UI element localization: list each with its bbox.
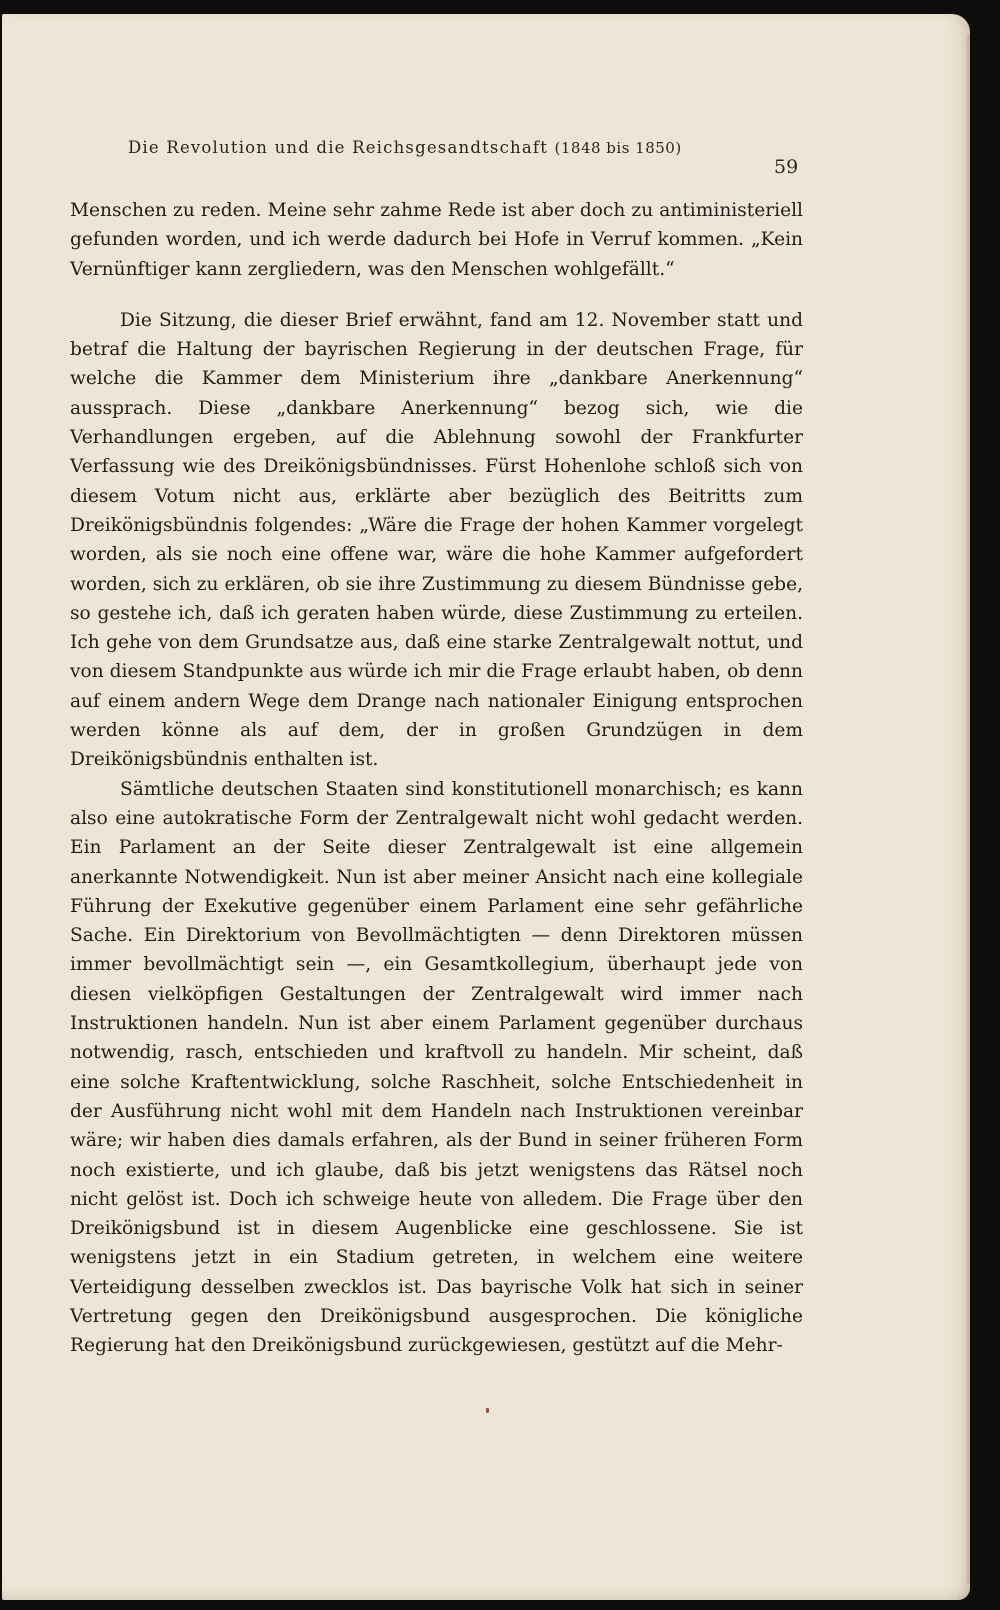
paragraph-3: Sämtliche deutschen Staaten sind konstitutionell monarchisch; es kann also eine autokratische Form der Zentralgewalt nicht wohl gedacht werden. Ein Parlament an der Seite dieser Zentralgewalt ist eine allgemein anerkannte Notwendigkeit. Nun ist aber meiner Ansicht nach eine kollegiale Führung der Exekutive gegenüber einem Parlament eine sehr gefährliche Sache. Ein Direktorium von Bevollmächtigten — denn Direktoren müssen immer bevollmächtigt sein —, ein Gesamtkollegium, überhaupt jede von diesen vielköpfigen Gestaltungen der Zentralgewalt wird immer nach Instruktionen handeln. Nun ist aber einem Parlament gegenüber durchaus notwendig, rasch, entschieden und kraftvoll zu handeln. Mir scheint, daß eine solche Kraftentwicklung, solche Raschheit, solche Entschiedenheit in der Ausführung nicht wohl mit dem Handeln nach Instruktionen vereinbar wäre; wir haben dies damals erfahren, als der Bund in seiner früheren Form noch existierte, und ich glaube, daß bis jetzt wenigstens das Rätsel noch nicht gelöst ist. Doch ich schweige heute von alledem. Die Frage über den Dreikönigsbund ist in diesem Augenblicke eine geschlossene. Sie ist wenigstens jetzt in ein Stadium getreten, in welchem eine weitere Verteidigung desselben zwecklos ist. Das bayrische Volk hat sich in seiner Vertretung gegen den Dreikönigsbund ausgesprochen. Die königliche Regierung hat den Dreikönigsbund zurückgewiesen, gestützt auf die Mehr-	[70, 778, 803, 1357]
running-head	[128, 138, 804, 157]
ink-speck	[486, 1408, 489, 1413]
date-range: (1848 bis 1850)	[554, 139, 682, 157]
paragraph-2: Die Sitzung, die dieser Brief erwähnt, fand am 12. November statt und betraf die Haltung der bayrischen Regierung in der deutschen Frage, für welche die Kammer dem Ministerium ihre „dankbare Anerkennung“ aussprach. Diese „dankbare Anerkennung“ bezog sich, wie die Verhandlungen ergeben, auf die Ablehnung sowohl der Frankfurter Verfassung wie des Dreikönigsbündnisses. Fürst Hohenlohe schloß sich von diesem Votum nicht aus, erklärte aber bezüglich des Beitritts zum Dreikönigsbündnis folgendes: „Wäre die Frage der hohen Kammer vorgelegt worden, als sie noch eine offene war, wäre die hohe Kammer aufgefordert worden, sich zu erklären, ob sie ihre Zustimmung zu diesem Bündnisse gebe, so gestehe ich, daß ich geraten haben würde, diese Zustimmung zu erteilen. Ich gehe von dem Grundsatze aus, daß eine starke Zentralgewalt nottut, und von diesem Standpunkte aus würde ich mir die Frage erlaubt haben, ob denn auf einem andern Wege dem Drange nach nationaler Einigung entsprochen werden könne als auf dem, der in großen Grundzügen in dem Dreikönigsbündnis enthalten ist.	[70, 309, 803, 771]
body-text	[70, 196, 803, 1361]
page-sheet	[2, 14, 970, 1600]
page-number: 59	[774, 156, 799, 178]
running-title: Die Revolution und die Reichsgesandtschaft	[128, 138, 549, 157]
paragraph-1: Menschen zu reden. Meine sehr zahme Rede ist aber doch zu antiministeriell gefunden worden, und ich werde dadurch bei Hofe in Verruf kommen. „Kein Vernünftiger kann zergliedern, was den Menschen wohlgefällt.“	[70, 200, 803, 280]
page-edge	[966, 34, 970, 1584]
